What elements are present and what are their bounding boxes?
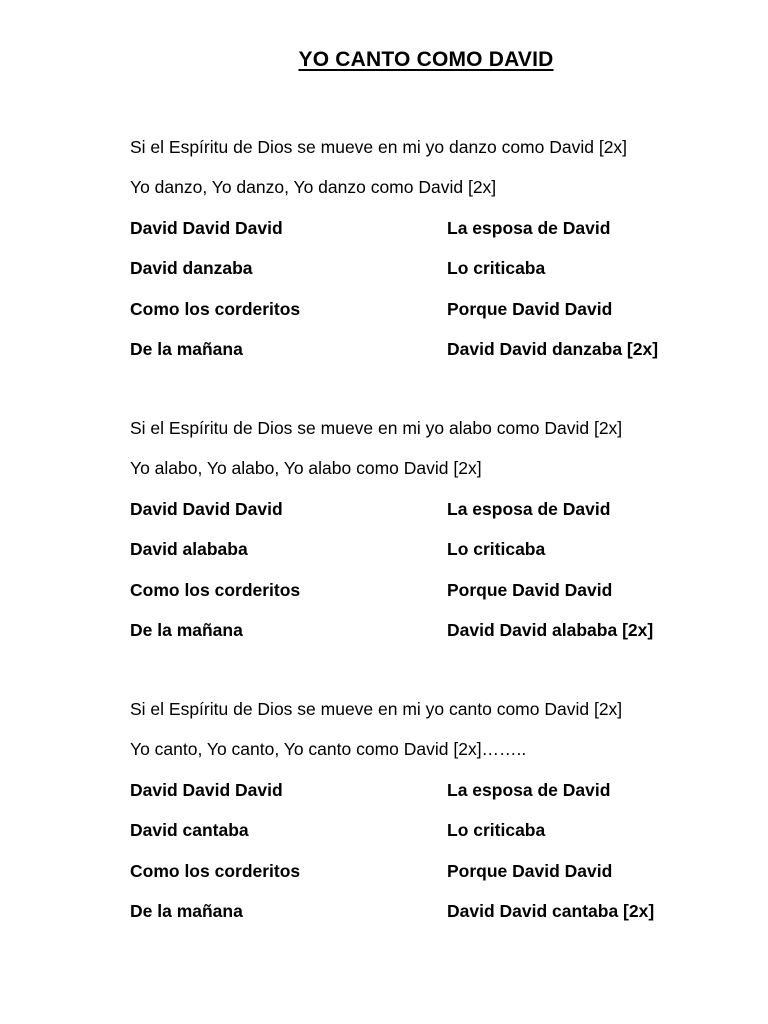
- chorus-right: La esposa de David: [447, 498, 611, 519]
- stanza-3: [130, 696, 730, 938]
- chorus-right: Porque David David: [447, 579, 613, 600]
- chorus-left: Como los corderitos: [130, 298, 301, 319]
- chorus-right: Lo criticaba: [447, 539, 546, 560]
- chorus-row: [130, 777, 730, 817]
- chorus-left: De la mañana: [130, 338, 243, 359]
- chorus-right: La esposa de David: [447, 779, 611, 800]
- chorus-right: Lo criticaba: [447, 820, 546, 841]
- chorus-right: David David danzaba [2x]: [447, 338, 659, 359]
- chorus-left: De la mañana: [130, 619, 243, 640]
- song-title: YO CANTO COMO DAVID: [298, 48, 554, 71]
- chorus-right: David David cantaba [2x]: [447, 900, 655, 921]
- chorus-row: [130, 817, 730, 857]
- chorus-right: La esposa de David: [447, 217, 611, 238]
- chorus-row: [130, 898, 730, 938]
- chorus-right: David David alababa [2x]: [447, 619, 654, 640]
- stanza-line-2: Yo alabo, Yo alabo, Yo alabo como David [2x]: [130, 458, 482, 479]
- chorus-row: [130, 255, 730, 295]
- stanza-line-2: Yo canto, Yo canto, Yo canto como David [2x]……..: [130, 739, 527, 760]
- stanza-1: [130, 134, 730, 376]
- chorus-left: David David David: [130, 498, 283, 519]
- chorus-row: [130, 336, 730, 376]
- stanza-2: [130, 415, 730, 657]
- chorus-right: Lo criticaba: [447, 258, 546, 279]
- chorus-right: Porque David David: [447, 860, 613, 881]
- stanza-line-2: Yo danzo, Yo danzo, Yo danzo como David [2x]: [130, 177, 497, 198]
- chorus-row: [130, 577, 730, 617]
- stanza-line-1: Si el Espíritu de Dios se mueve en mi yo alabo como David [2x]: [130, 418, 623, 438]
- chorus-left: Como los corderitos: [130, 579, 301, 600]
- chorus-left: David alababa: [130, 539, 248, 560]
- chorus-left: David David David: [130, 779, 283, 800]
- chorus-row: [130, 296, 730, 336]
- chorus-row: [130, 536, 730, 576]
- chorus-row: [130, 496, 730, 536]
- chorus-left: David cantaba: [130, 820, 249, 841]
- chorus-left: Como los corderitos: [130, 860, 301, 881]
- chorus-right: Porque David David: [447, 298, 613, 319]
- stanza-line-1: Si el Espíritu de Dios se mueve en mi yo canto como David [2x]: [130, 699, 623, 719]
- stanza-line-1: Si el Espíritu de Dios se mueve en mi yo danzo como David [2x]: [130, 137, 628, 157]
- chorus-left: David David David: [130, 217, 283, 238]
- chorus-left: David danzaba: [130, 258, 253, 279]
- chorus-left: De la mañana: [130, 900, 243, 921]
- chorus-row: [130, 617, 730, 657]
- chorus-row: [130, 858, 730, 898]
- chorus-row: [130, 215, 730, 255]
